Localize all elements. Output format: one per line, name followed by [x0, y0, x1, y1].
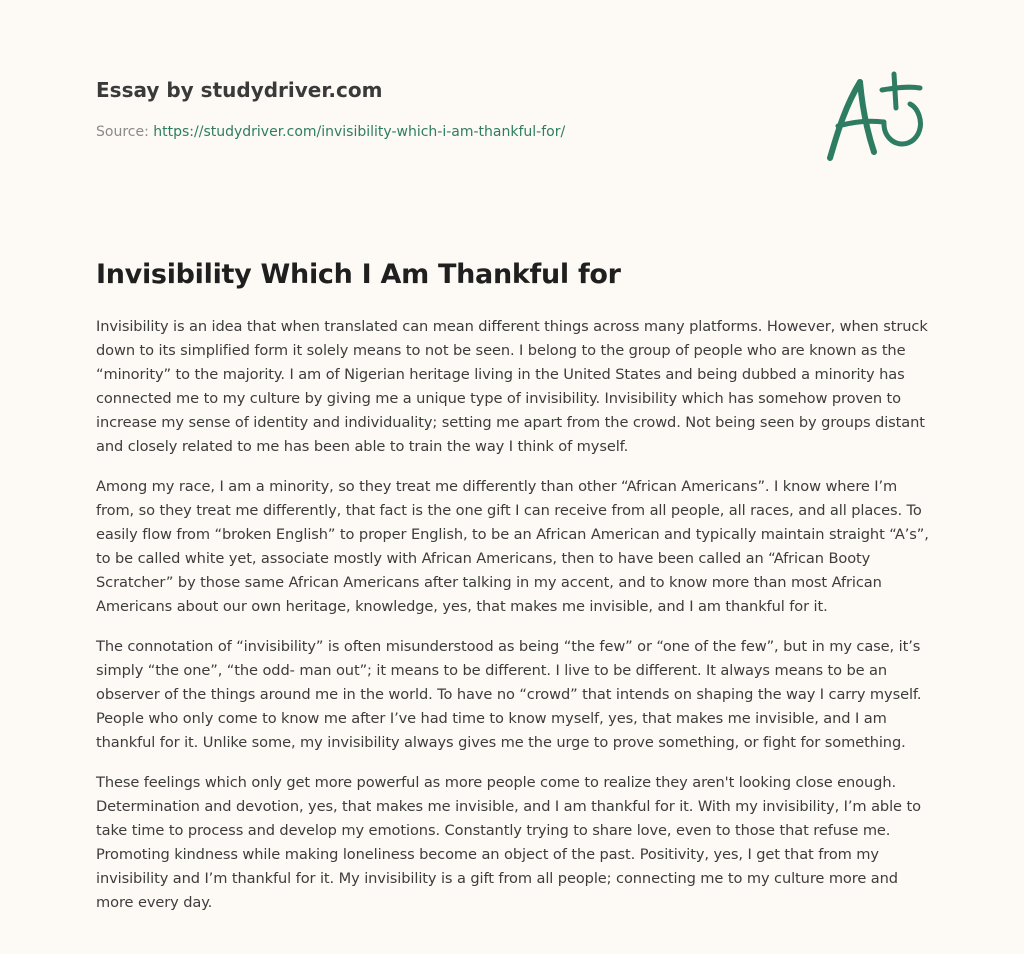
paragraph: Invisibility is an idea that when translated can mean different things across many platforms. However, when struck down to its simplified form it solely means to not be seen. I belong to the group of people who are known as the “minority” to the majority. I am of Nigerian heritage living in the United States and being dubbed a minority has connected me to my culture by giving me a unique type of invisibility. Invisibility which has somehow proven to increase my sense of identity and individuality; setting me apart from the crowd. Not being seen by groups distant and closely related to me has been able to train the way I think of myself. [96, 318, 928, 455]
essay-header [96, 76, 736, 142]
essay-body [96, 315, 932, 931]
source-link[interactable]: https://studydriver.com/invisibility-which-i-am-thankful-for/ [153, 124, 566, 140]
essay-title: Invisibility Which I Am Thankful for [96, 259, 621, 290]
paragraph: These feelings which only get more powerful as more people come to realize they aren't looking close enough. Determination and devotion, yes, that makes me invisible, and I am thankful for it. With my invisibility, I’m able to take time to process and develop my emotions. Constantly trying to share love, even to those that refuse me. Promoting kindness while making loneliness become an object of the past. Positivity, yes, I get that from my invisibility and I’m thankful for it. My invisibility is a gift from all people; connecting me to my culture more and more every day. [96, 774, 921, 911]
brand-title: Essay by studydriver.com [96, 78, 383, 102]
a-plus-logo [822, 68, 926, 164]
source-label: Source: [96, 124, 149, 140]
paragraph: Among my race, I am a minority, so they treat me differently than other “African Americans”. I know where I’m from, so they treat me differently, that fact is the one gift I can receive from all people, all races, and all places. To easily flow from “broken English” to proper English, to be an African American and typically maintain straight “A’s”, to be called white yet, associate mostly with African Americans, then to have been called an “African Booty Scratcher” by those same African Americans after talking in my accent, and to know more than most African Americans about our own heritage, knowledge, yes, that makes me invisible, and I am thankful for it. [96, 478, 929, 615]
paragraph: The connotation of “invisibility” is often misunderstood as being “the few” or “one of the few”, but in my case, it’s simply “the one”, “the odd- man out”; it means to be different. I live to be different. It always means to be an observer of the things around me in the world. To have no “crowd” that intends on shaping the way I carry myself. People who only come to know me after I’ve had time to know myself, yes, that makes me invisible, and I am thankful for it. Unlike some, my invisibility always gives me the urge to prove something, or fight for something. [96, 638, 922, 751]
source-line [96, 122, 736, 142]
